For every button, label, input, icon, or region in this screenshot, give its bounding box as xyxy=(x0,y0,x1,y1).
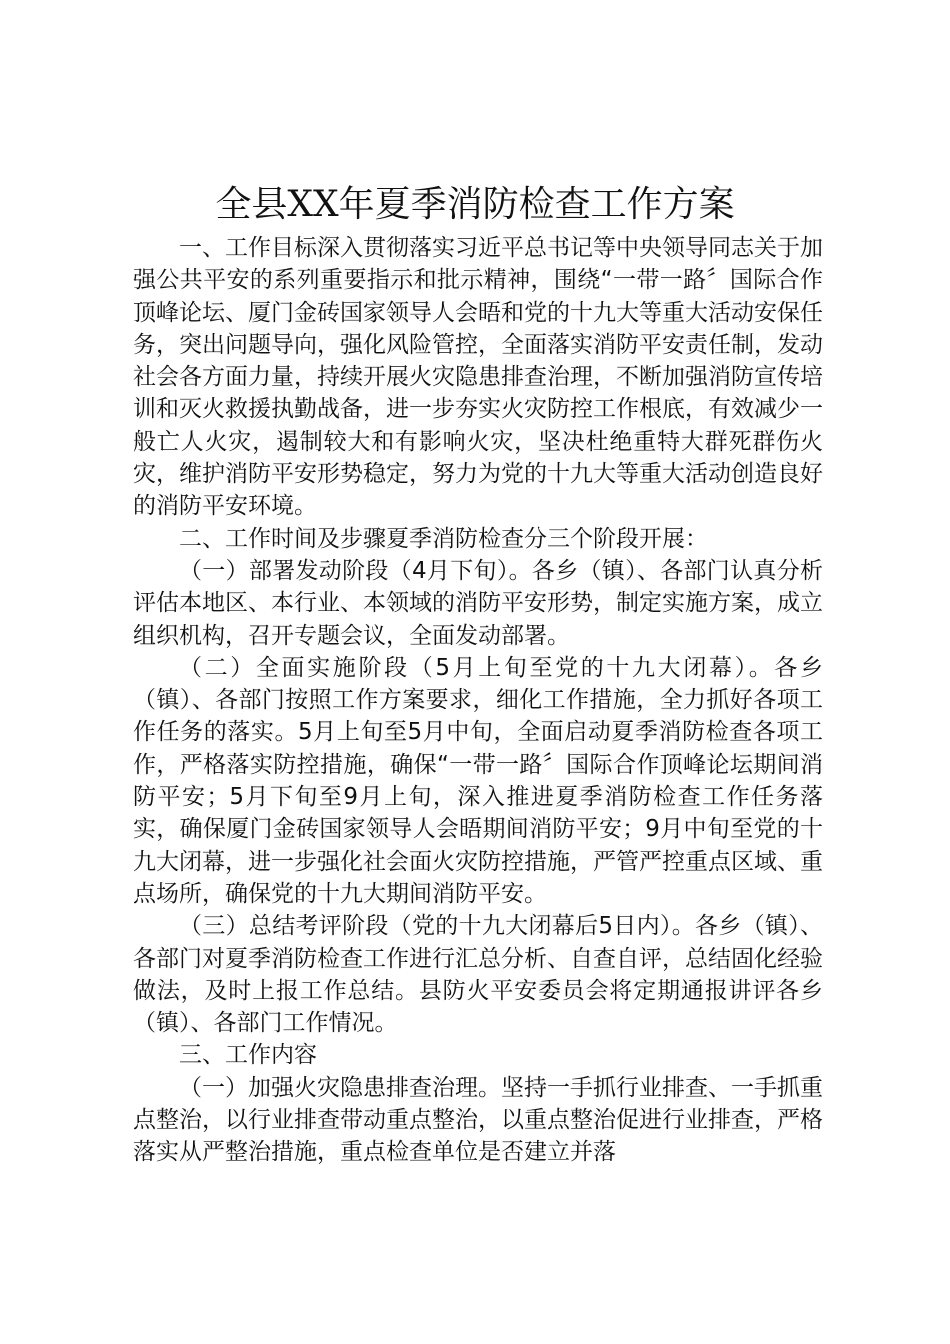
document-body xyxy=(133,232,823,1169)
paragraph-goals: 一、工作目标深入贯彻落实习近平总书记等中央领导同志关于加强公共平安的系列重要指示和批示精神，围绕“一带一路〞国际合作顶峰论坛、厦门金砖国家领导人会晤和党的十九大等重大活动安保任务，突出问题导向，强化风险管控，全面落实消防平安责任制，发动社会各方面力量，持续开展火灾隐患排查治理，不断加强消防宣传培训和灭火救援执勤战备，进一步夯实火灾防控工作根底，有效减少一般亡人火灾，遏制较大和有影响火灾，坚决杜绝重特大群死群伤火灾，维护消防平安形势稳定，努力为党的十九大等重大活动创造良好的消防平安环境。 xyxy=(133,235,823,520)
paragraph-schedule: 二、工作时间及步骤夏季消防检查分三个阶段开展： xyxy=(179,525,708,552)
paragraph-phase-3: （三）总结考评阶段（党的十九大闭幕后5日内）。各乡（镇）、各部门对夏季消防检查工作进行汇总分析、自查自评，总结固化经验做法，及时上报工作总结。县防火平安委员会将定期通报讲评各乡（镇）、各部门工作情况。 xyxy=(133,913,823,1037)
paragraph-phase-1: （一）部署发动阶段（4月下旬）。各乡（镇）、各部门认真分析评估本地区、本行业、本领域的消防平安形势，制定实施方案，成立组织机构，召开专题会议，全面发动部署。 xyxy=(133,557,823,649)
paragraph-section-3-heading: 三、工作内容 xyxy=(179,1042,317,1069)
paragraph-phase-2: （二）全面实施阶段（5月上旬至党的十九大闭幕）。各乡（镇）、各部门按照工作方案要求，细化工作措施，全力抓好各项工作任务的落实。5月上旬至5月中旬，全面启动夏季消防检查各项工作，严格落实防控措施，确保“一带一路〞国际合作顶峰论坛期间消防平安；5月下旬至9月上旬，深入推进夏季消防检查工作任务落实，确保厦门金砖国家领导人会晤期间消防平安；9月中旬至党的十九大闭幕，进一步强化社会面火灾防控措施，严管严控重点区域、重点场所，确保党的十九大期间消防平安。 xyxy=(133,654,823,907)
document-title: 全县XX年夏季消防检查工作方案 xyxy=(215,184,735,225)
paragraph-hazard-inspection: （一）加强火灾隐患排查治理。坚持一手抓行业排查、一手抓重点整治，以行业排查带动重点整治，以重点整治促进行业排查，严格落实从严整治措施，重点检查单位是否建立并落 xyxy=(133,1074,823,1166)
